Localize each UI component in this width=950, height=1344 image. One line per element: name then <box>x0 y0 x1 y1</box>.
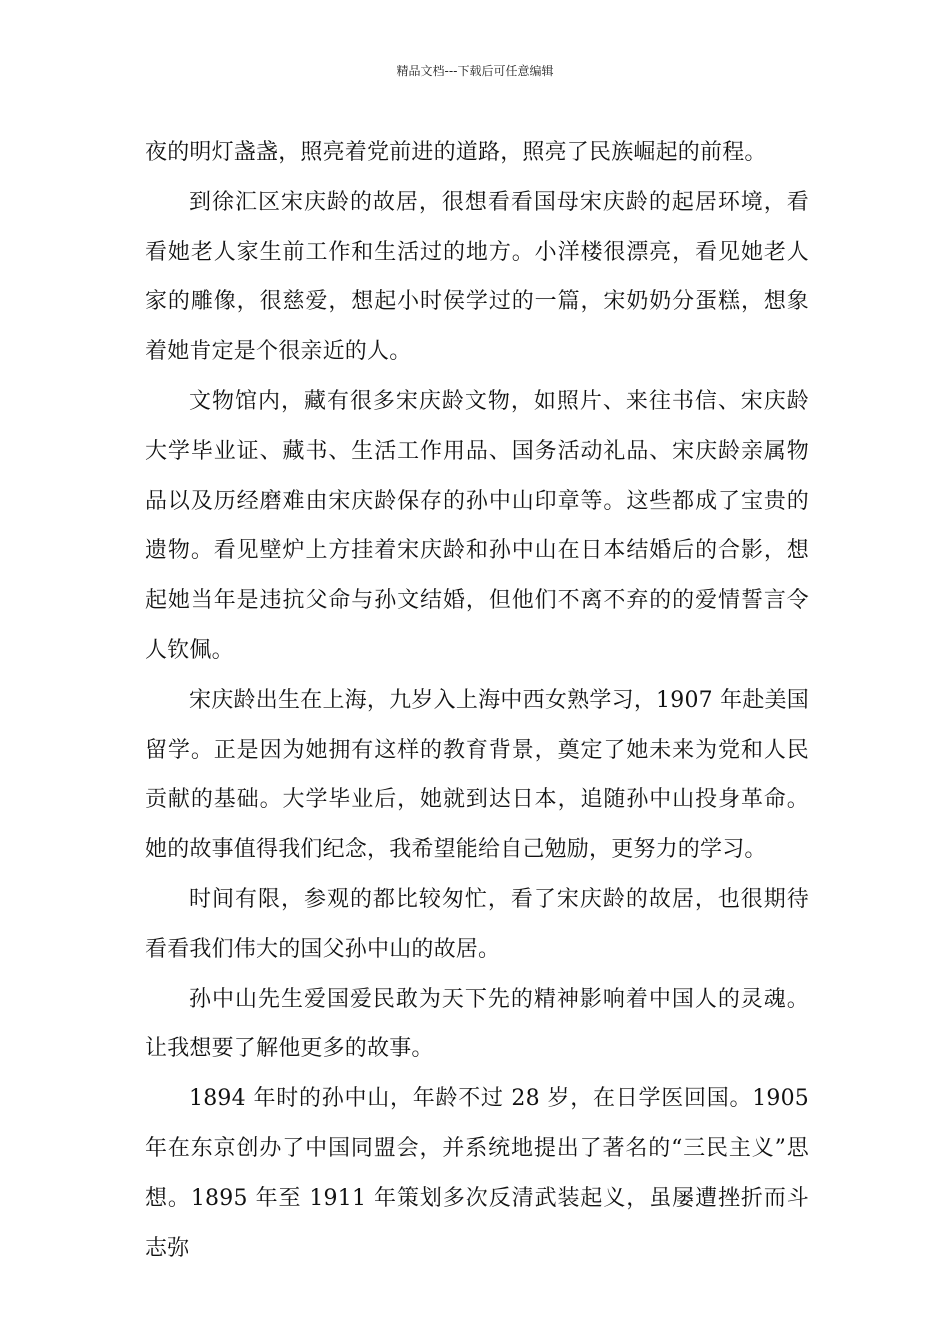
paragraph-2: 到徐汇区宋庆龄的故居，很想看看国母宋庆龄的起居环境，看看她老人家生前工作和生活过的地方。小洋楼很漂亮，看见她老人家的雕像，很慈爱，想起小时侯学过的一篇，宋奶奶分蛋糕，想象着她肯定是个很亲近的人。 <box>145 189 809 365</box>
paragraph-3: 文物馆内，藏有很多宋庆龄文物，如照片、来往书信、宋庆龄大学毕业证、藏书、生活工作用品、国务活动礼品、宋庆龄亲属物品以及历经磨难由宋庆龄保存的孙中山印章等。这些都成了宝贵的遗物。看见壁炉上方挂着宋庆龄和孙中山在日本结婚后的合影，想起她当年是违抗父命与孙文结婚，但他们不离不弃的的爱情誓言令人钦佩。 <box>145 388 809 663</box>
paragraph-5: 时间有限，参观的都比较匆忙，看了宋庆龄的故居，也很期待看看我们伟大的国父孙中山的故居。 <box>145 886 809 962</box>
page-header: 精品文档---下载后可任意编辑 <box>396 64 554 78</box>
paragraph-7: 1894 年时的孙中山，年龄不过 28 岁，在日学医回国。1905 年在东京创办了中国同盟会，并系统地提出了著名的“三民主义”思想。1895 年至 1911 年策划多次反清武装起义，虽屡遭挫折而斗志弥 <box>145 1086 809 1261</box>
paragraph-1: 夜的明灯盏盏，照亮着党前进的道路，照亮了民族崛起的前程。 <box>145 140 767 165</box>
paragraph-6: 孙中山先生爱国爱民敢为天下先的精神影响着中国人的灵魂。让我想要了解他更多的故事。 <box>145 986 809 1062</box>
paragraph-4: 宋庆龄出生在上海，九岁入上海中西女熟学习，1907 年赴美国留学。正是因为她拥有这样的教育背景，奠定了她未来为党和人民贡献的基础。大学毕业后，她就到达日本，追随孙中山投身革命。她的故事值得我们纪念，我希望能给自己勉励，更努力的学习。 <box>145 687 809 863</box>
document-body <box>145 128 809 1273</box>
